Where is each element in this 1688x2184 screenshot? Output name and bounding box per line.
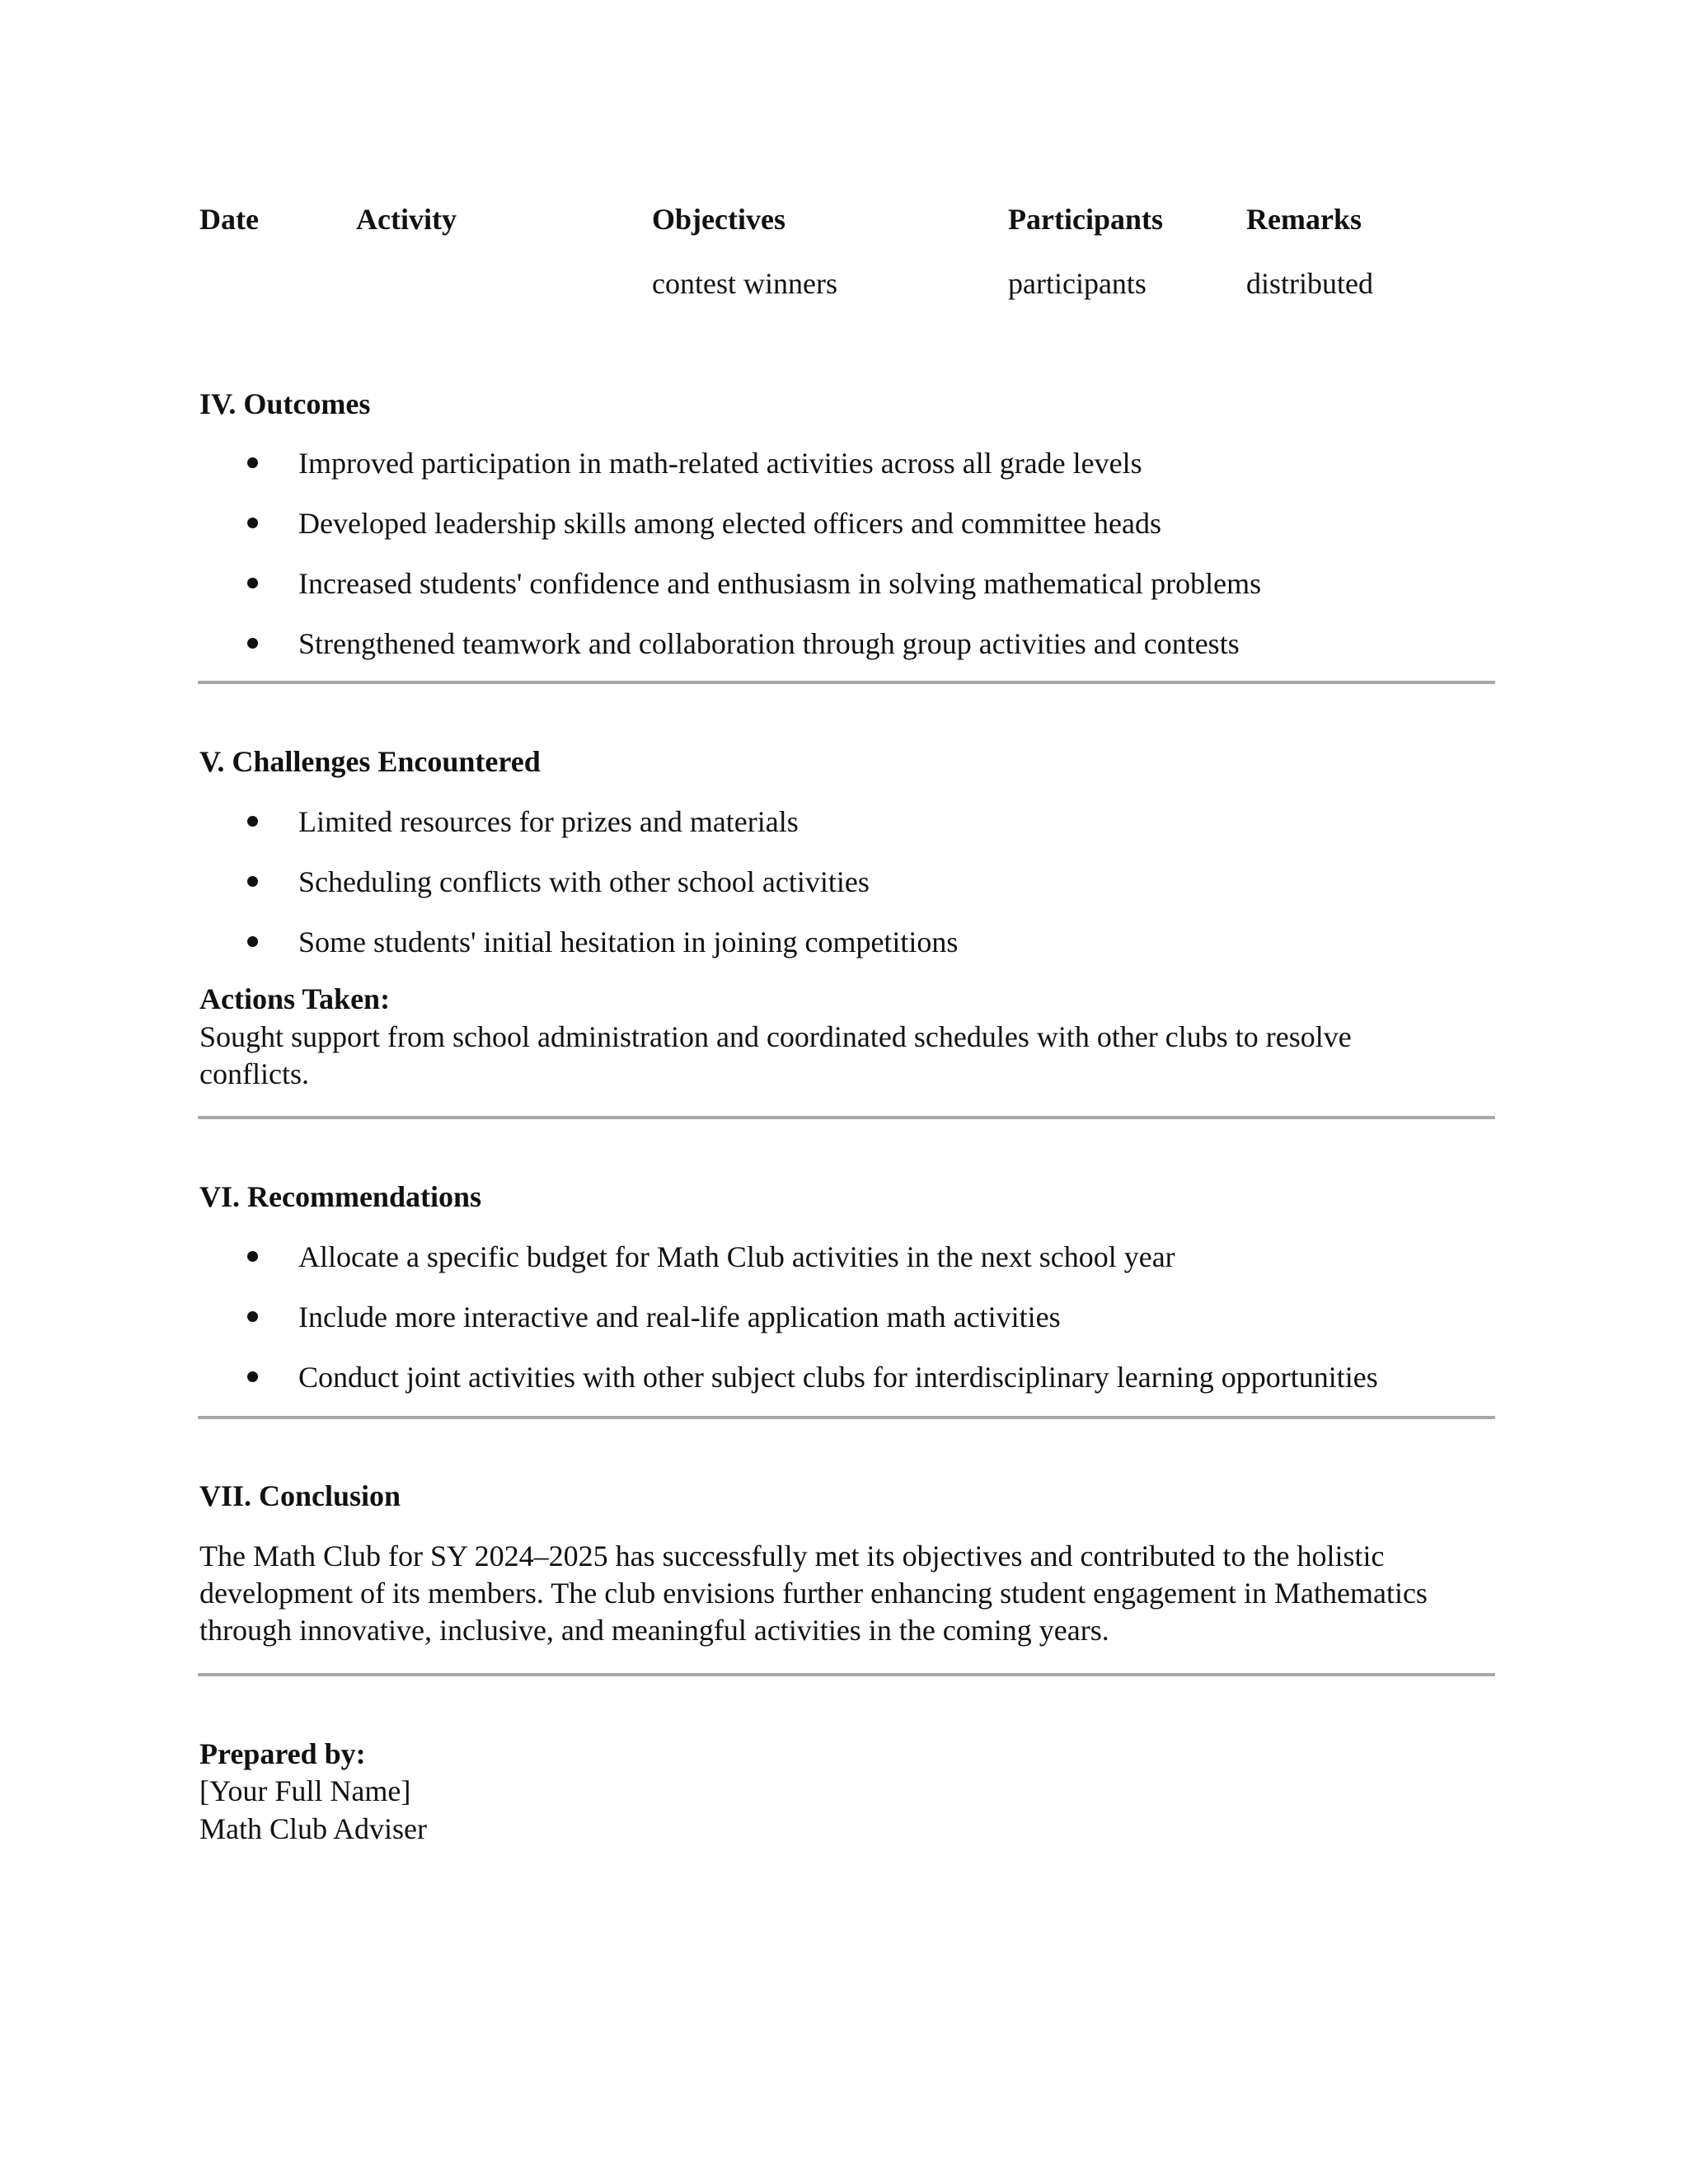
bullet-icon <box>247 638 258 649</box>
bullet-icon <box>247 876 258 887</box>
bullet-icon <box>247 1251 258 1262</box>
table-cell-objectives: contest winners <box>652 267 837 300</box>
divider <box>198 1116 1495 1119</box>
divider <box>198 681 1495 684</box>
table-header-date: Date <box>199 203 259 236</box>
conclusion-text: The Math Club for SY 2024–2025 has successfully met its objectives and contributed to the holistic development of its members. The club envisions further enhancing student engagement in Mathematics through innovative, inclusive, and meaningful activities in the coming years. <box>199 1540 1428 1647</box>
divider <box>198 1673 1495 1676</box>
divider <box>198 1416 1495 1419</box>
preparer-title: Math Club Adviser <box>199 1812 427 1845</box>
actions-taken-label: Actions Taken: <box>199 982 391 1015</box>
table-header-participants: Participants <box>1008 203 1163 236</box>
table-cell-participants: participants <box>1008 267 1146 300</box>
bullet-icon <box>247 457 258 468</box>
table-header-remarks: Remarks <box>1246 203 1362 236</box>
table-header-objectives: Objectives <box>652 203 785 236</box>
bullet-icon <box>247 936 258 947</box>
bullet-icon <box>247 518 258 528</box>
section-heading-recommendations: VI. Recommendations <box>199 1180 481 1213</box>
bullet-icon <box>247 1371 258 1382</box>
bullet-icon <box>247 816 258 827</box>
section-heading-conclusion: VII. Conclusion <box>199 1479 401 1512</box>
preparer-name: [Your Full Name] <box>199 1774 411 1807</box>
bullet-icon <box>247 578 258 588</box>
section-heading-outcomes: IV. Outcomes <box>199 387 371 420</box>
table-header-activity: Activity <box>356 203 457 236</box>
actions-taken-text: Sought support from school administration and coordinated schedules with other clubs to resolve conflicts. <box>199 1020 1352 1090</box>
prepared-by-label: Prepared by: <box>199 1737 366 1770</box>
bullet-icon <box>247 1311 258 1322</box>
section-heading-challenges: V. Challenges Encountered <box>199 745 541 778</box>
table-cell-remarks: distributed <box>1246 267 1373 300</box>
